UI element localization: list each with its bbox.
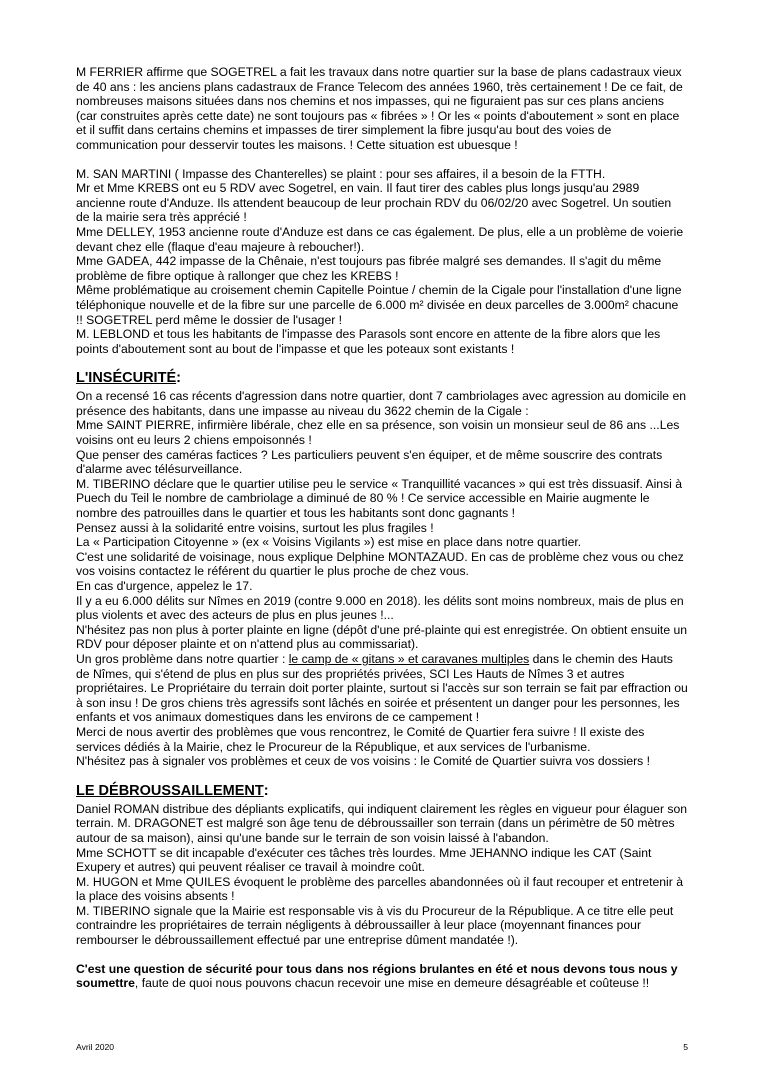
debroussaillement-heading [76,783,688,800]
ferrier-paragraph: M FERRIER affirme que SOGETREL a fait les travaux dans notre quartier sur la base de plans cadastraux vieux de 40 ans : les anciens plans cadastraux de France Telecom des années 1960, très certainement ! De ce fait, de nombreuses maisons situées dans nos chemins et nos impasses, qui ne figuraient pas sur ces plans anciens (car construites après cette date) ne sont toujours pas « fibrées » ! Or les « points d'aboutement » sont en place et il suffit dans certains chemins et impasses de tirer simplement la fibre jusqu'au bout des voies de communication pour desservir toutes les maisons. ! Cette situation est ubuesque ! [76,65,683,152]
insecurite-heading-suffix: : [176,370,181,387]
gitans-paragraph [76,652,688,725]
closing-paragraph [76,962,688,991]
insecurite-line: La « Participation Citoyenne » (ex « Voisins Vigilants ») est mise en place dans notre quartier. [76,535,582,550]
insecurite-line: C'est une solidarité de voisinage, nous explique Delphine MONTAZAUD. En cas de problème chez vous ou chez vos voisins contactez le référent du quartier le plus proche de chez vous. [76,549,684,579]
insecurite-line: M. TIBERINO déclare que le quartier utilise peu le service « Tranquillité vacances » qui est très dissuasif. Ainsi à Puech du Teil le nombre de cambriolage a diminué de 80 % ! Ce service accessible en Mairie augmente le nombre des patrouilles dans le quartier et tous les habitants sont donc gagnants ! [76,476,683,521]
insecurite-line: Il y a eu 6.000 délits sur Nîmes en 2019 (contre 9.000 en 2018). les délits sont moins nombreux, mais de plus en plus violents et avec des acteurs de plus en plus jeunes !... [76,593,684,623]
spacer [76,948,688,962]
insecurite-section [76,389,688,768]
fibre-complaints [76,167,688,357]
delley-line: Mme DELLEY, 1953 ancienne route d'Anduze est dans ce cas également. De plus, elle a un problème de voierie devant chez elle (flaque d'eau majeure à reboucher!). [76,224,684,254]
san-martini-line: M. SAN MARTINI ( Impasse des Chanterelles) se plaint : pour ses affaires, il a besoin de la FTTH. [76,166,606,181]
krebs-line: Mr et Mme KREBS ont eu 5 RDV avec Sogetrel, en vain. Il faut tirer des cables plus longs jusqu'au 2989 ancienne route d'Anduze. Ils attendent beaucoup de leur prochain RDV du 06/02/20 avec Sogetrel. Un soutien de la mairie sera très apprécié ! [76,181,672,225]
insecurite-line: Pensez aussi à la solidarité entre voisins, surtout les plus fragiles ! [76,520,434,535]
debroussaillement-line: Mme SCHOTT se dit incapable d'exécuter ces tâches très lourdes. Mme JEHANNO indique les CAT (Saint Exupery et autres) qui peuvent réaliser ce travail à moindre coût. [76,845,652,875]
spacer [76,769,688,783]
gitans-before: Un gros problème dans notre quartier : [76,651,289,666]
insecurite-line: Mme SAINT PIERRE, infirmière libérale, chez elle en sa présence, son voisin un monsieur seul de 86 ans ...Les voisins ont eu leurs 2 chiens empoisonnés ! [76,418,680,448]
footer-date: Avril 2020 [76,1042,115,1052]
spacer [76,153,688,167]
insecurite-line: On a recensé 16 cas récents d'agression dans notre quartier, dont 7 cambriolages avec agression au domicile en présence des habitants, dans une impasse au niveau du 3622 chemin de la Cigale : [76,389,687,418]
leblond-line: M. LEBLOND et tous les habitants de l'impasse des Parasols sont encore en attente de la fibre alors que les points d'aboutement sont au bout de l'impasse et que les poteaux sont existants ! [76,327,661,356]
document-body [76,65,688,991]
debroussaillement-line: M. HUGON et Mme QUILES évoquent le problème des parcelles abandonnées où il faut recouper et entretenir à la place des voisins absents ! [76,874,683,904]
insecurite-heading [76,370,688,387]
insecurite-line: Que penser des caméras factices ? Les particuliers peuvent s'en équiper, et de même souscrire des contrats d'alarme avec télésurveillance. [76,447,663,477]
closing-bold: C'est une question de sécurité pour tous dans nos régions brulantes en été et nous devons tous nous y soumettre [76,961,678,991]
capitelle-line: Même problématique au croisement chemin Capitelle Pointue / chemin de la Cigale pour l'installation d'une ligne téléphonique nouvelle et de la fibre sur une parcelle de 6.000 m² divisée en deux parcelles de 3.000m² chacune !! SOGETREL perd même le dossier de l'usager ! [76,283,682,327]
debroussaillement-line: M. TIBERINO signale que la Mairie est responsable vis à vis du Procureur de la République. A ce titre elle peut contraindre les propriétaires de terrain négligents à débroussailler à leur place (moyennant finances pour rembourser le débroussaillement effectué par une entreprise dûment mandatée !). [76,903,674,948]
gitans-underlined: le camp de « gitans » et caravanes multiples [288,651,530,666]
footer-page-number: 5 [683,1042,688,1052]
debroussaillement-section [76,802,688,948]
debroussaillement-heading-suffix: : [263,782,269,799]
debroussaillement-heading-text: LE DÉBROUSSAILLEMENT [76,782,264,799]
page-footer [76,1042,688,1052]
insecurite-line: N'hésitez pas à signaler vos problèmes et ceux de vos voisins : le Comité de Quartier suivra vos dossiers ! [76,754,651,769]
spacer [76,356,688,370]
insecurite-line: N'hésitez pas non plus à porter plainte en ligne (dépôt d'une pré-plainte qui est enregistrée. On obtient ensuite un RDV pour déposer plainte et on n'attend plus au commissariat). [76,622,688,652]
closing-rest: , faute de quoi nous pouvons chacun recevoir une mise en demeure désagréable et coûteuse !! [134,976,650,991]
insecurite-line: Merci de nous avertir des problèmes que vous rencontrez, le Comité de Quartier fera suivre ! Il existe des services dédiés à la Mairie, chez le Procureur de la République, et aux services de l'urbanisme. [76,724,645,754]
debroussaillement-line: Daniel ROMAN distribue des dépliants explicatifs, qui indiquent clairement les règles en vigueur pour élaguer son terrain. M. DRAGONET est malgré son âge tenu de débroussailler son terrain (dans un périmètre de 50 mètres autour de sa maison), ainsi qu'une bande sur le terrain de son voisin laissé à l'abandon. [76,801,688,845]
gitans-after: dans le chemin des Hauts de Nîmes, qui s'étend de plus en plus sur des propriétés privées, SCI Les Hauts de Nîmes 3 et autres propriétaires. Le Propriétaire du terrain doit porter plainte, surtout si l'accès sur son terrain se fait par effraction ou à son insu ! De gros chiens très agressifs sont lâchés en soirée et présentent un danger pour les personnes, les enfants et vos animaux domestiques dans les environs de ce campement ! [76,651,688,725]
insecurite-line: En cas d'urgence, appelez le 17. [76,579,253,593]
gadea-line: Mme GADEA, 442 impasse de la Chênaie, n'est toujours pas fibrée malgré ses demandes. Il s'agit du même problème de fibre optique à rallonger que chez les KREBS ! [76,254,662,283]
insecurite-heading-text: L'INSÉCURITÉ [76,370,177,387]
